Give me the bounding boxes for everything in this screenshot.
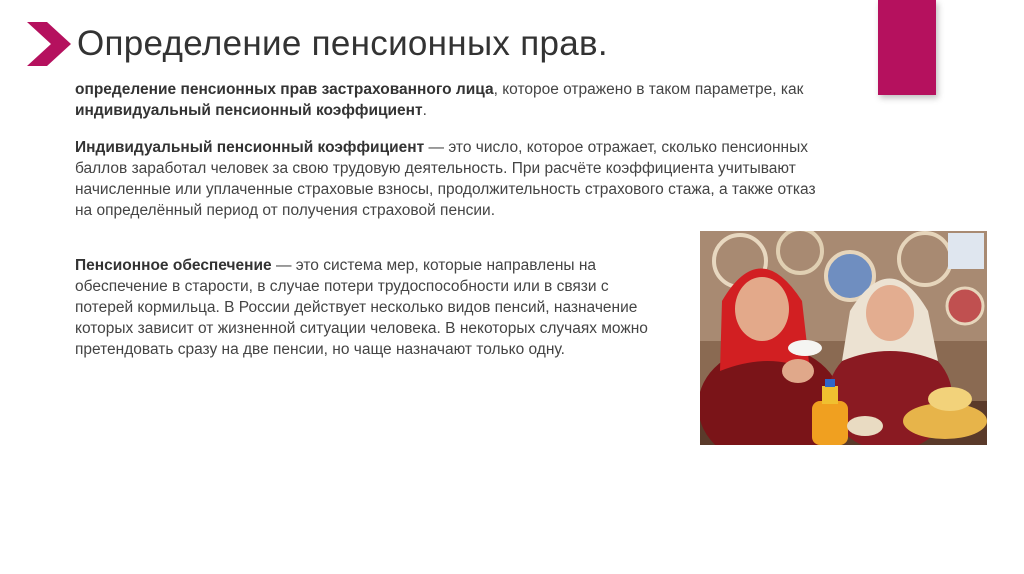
paragraph-text: .	[422, 102, 427, 119]
paragraph-pension-coefficient	[75, 137, 835, 221]
bold-text: определение пенсионных прав застрахованного лица	[75, 81, 494, 98]
photo-elderly-women	[700, 231, 987, 445]
bold-text: индивидуальный пенсионный коэффициент	[75, 102, 423, 119]
paragraph-text: — это система мер, которые направлены на обеспечение в старости, в случае потери трудоспособности или в связи с потерей кормильца. В России действует несколько видов пенсий, назначение которых зависит от жизненной ситуации человека. В некоторых случаях можно претендовать сразу на две пенсии, но чаще назначают только одну.	[75, 257, 648, 358]
paragraph-text: — это число, которое отражает, сколько пенсионных баллов заработал человек за свою трудовую деятельность. При расчёте коэффициента учитывают начисленные или уплаченные страховые взносы, продолжительность страхового стажа, а также отказ на определённый период от получения страховой пенсии.	[75, 139, 816, 219]
bold-text: Пенсионное обеспечение	[75, 257, 272, 274]
paragraph-pension-rights	[75, 79, 835, 121]
bold-text: Индивидуальный пенсионный коэффициент	[75, 139, 425, 156]
paragraph-pension-provision	[75, 255, 655, 360]
paragraph-text: , которое отражено в таком параметре, как	[493, 81, 804, 98]
accent-bar	[878, 0, 936, 95]
chevron-right-icon	[27, 22, 73, 66]
slide-title: Определение пенсионных прав.	[77, 24, 608, 63]
